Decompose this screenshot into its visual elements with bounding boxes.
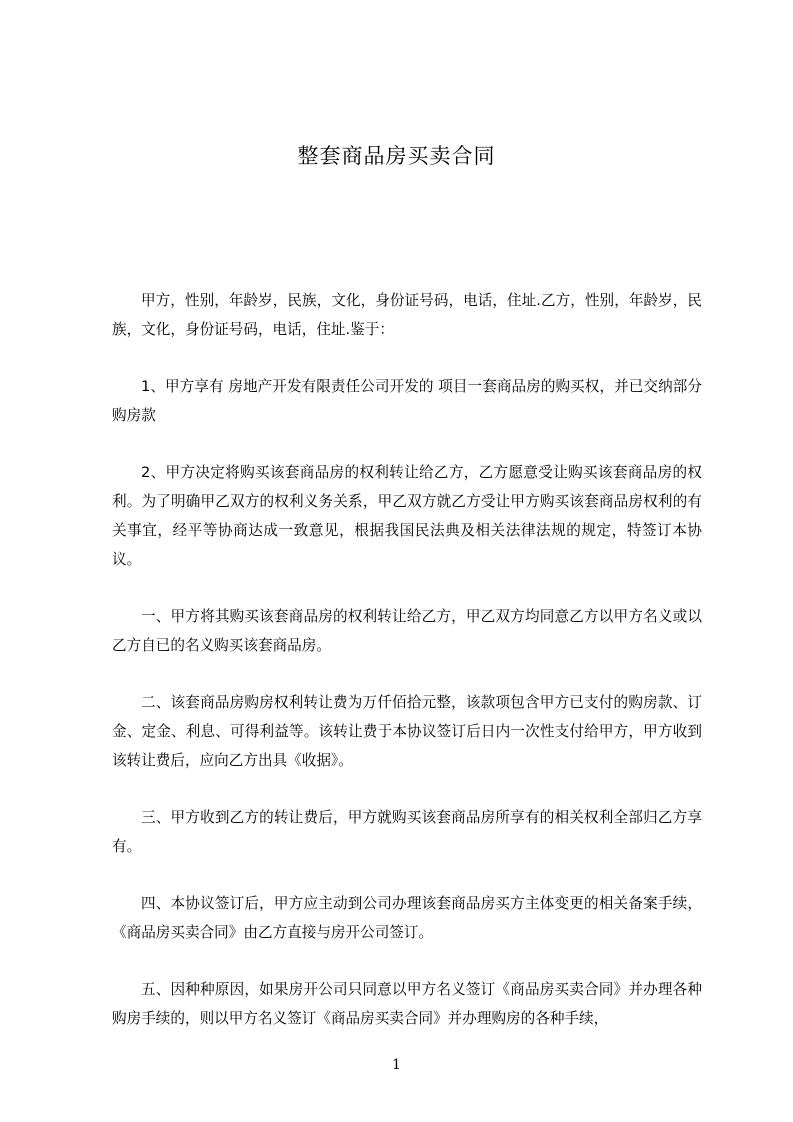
- paragraph-recital-2: 2、甲方决定将购买该套商品房的权利转让给乙方，乙方愿意受让购买该套商品房的权利。为了明确甲乙双方的权利义务关系，甲乙双方就乙方受让甲方购买该套商品房权利的有关事宜，经平等协商达成一致意见，根据我国民法典及相关法律法规的规定，特签订本协议。: [112, 464, 702, 568]
- document-title: 整套商品房买卖合同: [297, 144, 496, 168]
- paragraph-clause-5: 五、因种种原因，如果房开公司只同意以甲方名义签订《商品房买卖合同》并办理各种购房手续的，则以甲方名义签订《商品房买卖合同》并办理购房的各种手续，: [112, 981, 702, 1027]
- paragraph-recital-1: 1、甲方享有 房地产开发有限责任公司开发的 项目一套商品房的购买权，并已交纳部分购房款: [112, 378, 702, 424]
- document-body: [112, 286, 702, 1061]
- paragraph-clause-2: 二、该套商品房购房权利转让费为万仟佰拾元整，该款项包含甲方已支付的购房款、订金、定金、利息、可得利益等。该转让费于本协议签订后日内一次性支付给甲方，甲方收到该转让费后，应向乙方出具《收据》。: [112, 694, 702, 769]
- paragraph-clause-4: 四、本协议签订后，甲方应主动到公司办理该套商品房买方主体变更的相关备案手续，《商品房买卖合同》由乙方直接与房开公司签订。: [112, 895, 702, 941]
- paragraph-clause-1: 一、甲方将其购买该套商品房的权利转让给乙方，甲乙双方均同意乙方以甲方名义或以乙方自已的名义购买该套商品房。: [112, 608, 702, 654]
- paragraph-clause-3: 三、甲方收到乙方的转让费后，甲方就购买该套商品房所享有的相关权利全部归乙方享有。: [112, 809, 702, 855]
- page-number: 1: [392, 1057, 401, 1073]
- paragraph-parties: 甲方，性别，年龄岁，民族，文化，身份证号码，电话，住址.乙方，性别，年龄岁，民族，文化，身份证号码，电话，住址.鉴于：: [112, 292, 702, 338]
